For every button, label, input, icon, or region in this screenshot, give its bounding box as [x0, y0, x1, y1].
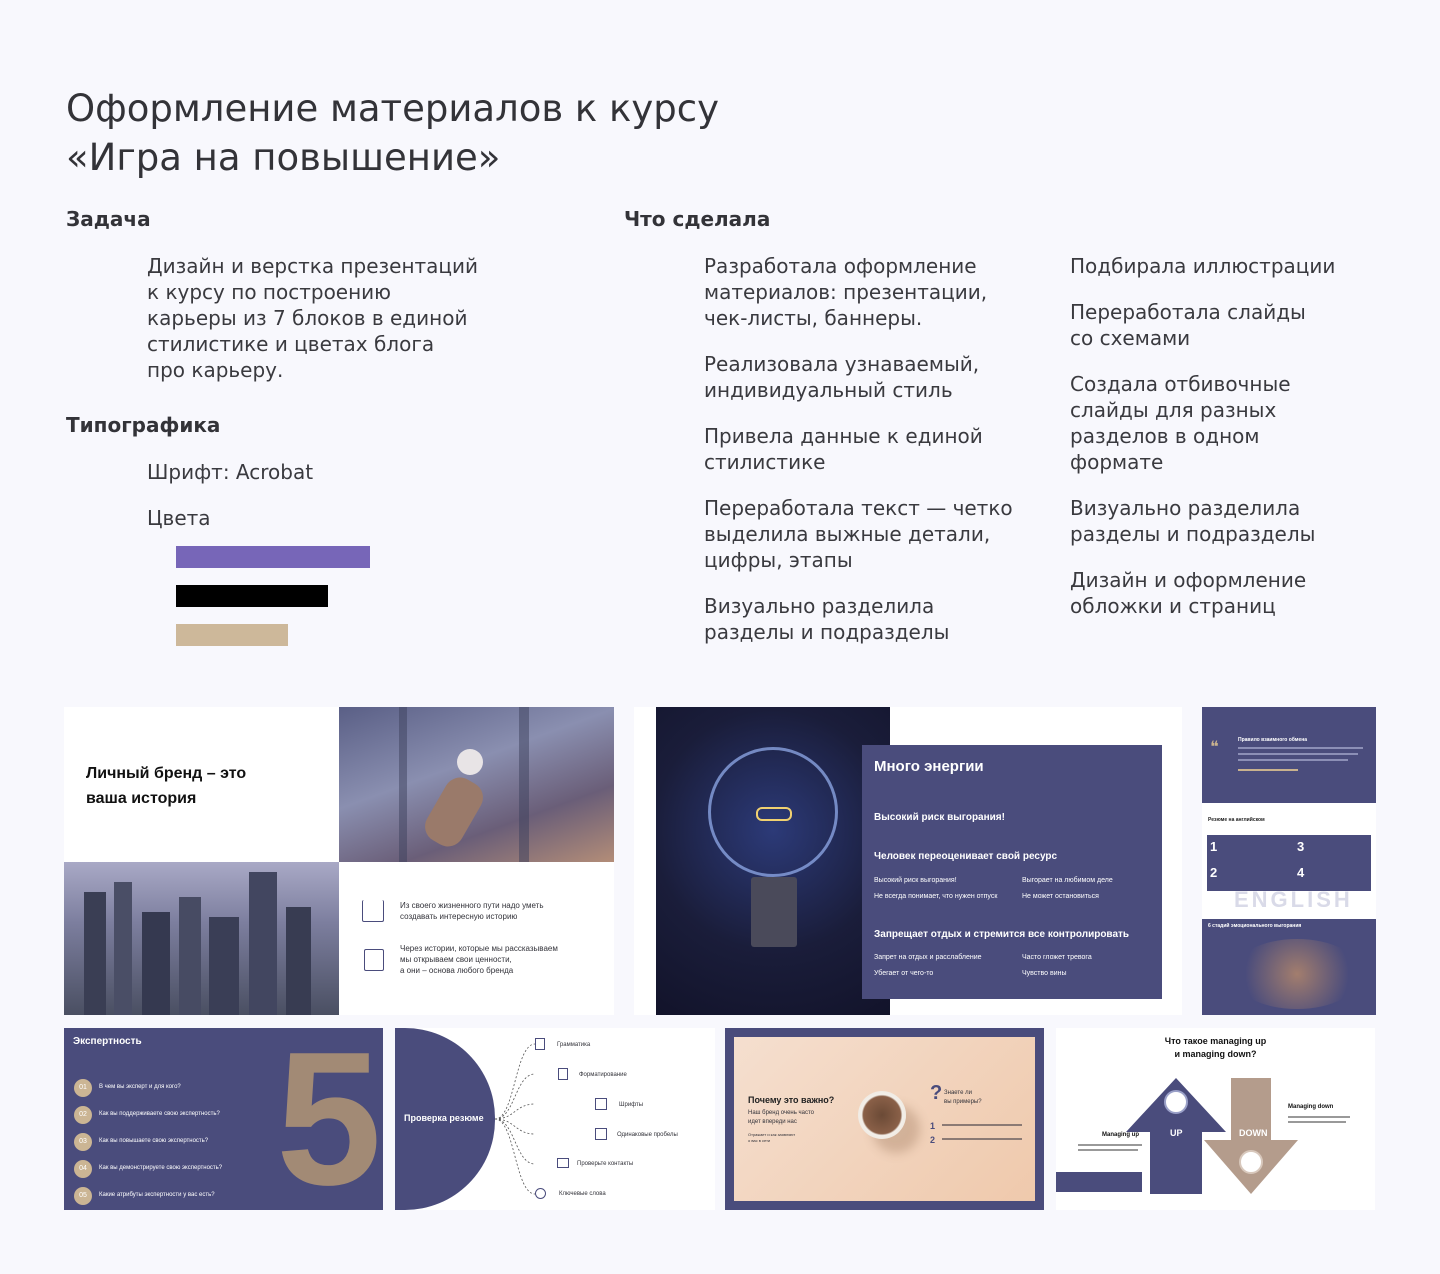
list-item: 04 Как вы демонстрируете свою экспертность? [74, 1155, 222, 1182]
mini-slide-stages [1202, 919, 1376, 1015]
done-item: Разработала оформление материалов: презентации, чек-листы, баннеры. [704, 254, 988, 330]
why-text: Наш бренд очень часто идет впереди нас [748, 1110, 814, 1125]
coffee-cup-icon [858, 1091, 906, 1139]
list-item: 02 Как вы поддерживаете свою экспертность? [74, 1101, 222, 1128]
done-item: Подбирала иллюстрации [1070, 254, 1336, 278]
compass-icon [457, 749, 483, 775]
resume-item: Грамматика [557, 1042, 591, 1048]
list-item: 05 Какие атрибуты экспертности у вас есть? [74, 1182, 222, 1209]
energy-text: Высокий риск выгорания! [874, 877, 957, 884]
arrows-icon [362, 900, 384, 922]
done-item: Визуально разделила разделы и подразделы [704, 594, 950, 644]
mini-title: 6 стадий эмоционального выгорания [1208, 923, 1302, 929]
done-item: Дизайн и оформление обложки и страниц [1070, 568, 1307, 618]
why-question: Знаете ли вы примеры? [944, 1090, 982, 1105]
title-line-1: Оформление материалов к курсу [66, 87, 720, 130]
up-label: UP [1170, 1128, 1183, 1138]
energy-text: Чувство вины [1022, 970, 1067, 977]
coffee-panel [734, 1037, 1035, 1201]
question-icon: ? [930, 1082, 943, 1104]
format-icon [558, 1068, 568, 1080]
font-label: Шрифт: Acrobat [147, 460, 314, 484]
mini-title: Правило взаимного обмена [1238, 737, 1308, 743]
slide-personal-brand [64, 707, 614, 1015]
colors-label: Цвета [147, 506, 211, 530]
slide-resume-check [395, 1028, 715, 1210]
spacing-icon [595, 1128, 607, 1140]
mini-slide-english [1207, 835, 1371, 891]
done-item: Визуально разделила разделы и подразделы [1070, 496, 1316, 546]
lightbulb-photo [656, 707, 890, 1015]
expertise-title: Экспертность [73, 1036, 142, 1047]
slide-expertise [64, 1028, 383, 1210]
mini-number: 4 [1297, 865, 1305, 880]
english-watermark: ENGLISH [1234, 887, 1353, 912]
slide-managing [1056, 1028, 1375, 1210]
done-item: Создала отбивочные слайды для разных разделов в одном формате [1070, 372, 1291, 474]
task-line: Дизайн и верстка презентаций [147, 254, 479, 278]
energy-text: Убегает от чего-то [874, 970, 934, 977]
slide-text-2: Через истории, которые мы рассказываем мы открываем свои ценности, а они – основа любого бренда [400, 944, 558, 975]
why-number: 1 [930, 1121, 936, 1131]
done-item: Реализовала узнаваемый, индивидуальный стиль [704, 352, 980, 402]
font-icon [595, 1098, 607, 1110]
managing-title: Что такое managing up и managing down? [1164, 1036, 1267, 1059]
energy-sub-1: Высокий риск выгорания! [874, 812, 1005, 823]
energy-text: Не может остановиться [1022, 893, 1099, 900]
color-swatch-black [176, 585, 328, 607]
energy-title: Много энергии [874, 758, 984, 775]
slide-energy [634, 707, 1182, 1015]
managing-down-label: Managing down [1288, 1104, 1334, 1110]
done-item: Переработала слайды со схемами [1070, 300, 1306, 350]
resume-item: Проверьте контакты [577, 1161, 634, 1167]
resume-item: Одинаковые пробелы [617, 1132, 678, 1138]
title-line-2: «Игра на повышение» [66, 136, 501, 179]
done-item: Переработала текст — четко выделила выжные детали, цифры, этапы [704, 496, 1013, 572]
document-icon [535, 1038, 545, 1050]
managing-note [1056, 1172, 1142, 1192]
done-item: Привела данные к единой стилистике [704, 424, 983, 474]
mini-slide-rule [1202, 707, 1376, 803]
document-icon [364, 949, 384, 971]
slide-why-important [725, 1028, 1044, 1210]
task-heading: Задача [66, 207, 151, 231]
mini-title: Резюме на английском [1208, 817, 1265, 823]
list-item: 01 В чем вы эксперт и для кого? [74, 1074, 222, 1101]
up-down-arrows [1126, 1074, 1306, 1210]
why-small: Отражает и как заявляют о вас в сети [748, 1132, 796, 1143]
task-line: к курсу по построению [147, 280, 392, 304]
resume-item: Шрифты [619, 1102, 644, 1108]
big-number: 5 [276, 1028, 382, 1210]
person-icon [1164, 1090, 1188, 1114]
search-icon [535, 1188, 546, 1199]
slide-text-1: Из своего жизненного пути надо уметь создавать интересную историю [400, 901, 544, 921]
list-item: 03 Как вы повышаете свою экспертность? [74, 1128, 222, 1155]
bridge-photo [339, 707, 614, 862]
energy-sub-2: Человек переоценивает свой ресурс [874, 851, 1058, 862]
mini-number: 3 [1297, 839, 1305, 854]
why-title: Почему это важно? [748, 1095, 835, 1105]
mini-number: 2 [1210, 865, 1218, 880]
resume-item: Форматирование [579, 1072, 627, 1078]
resume-title: Проверка резюме [404, 1113, 484, 1123]
why-number: 2 [930, 1135, 936, 1145]
energy-text: Не всегда понимает, что нужен отпуск [874, 893, 998, 900]
done-heading: Что сделала [624, 207, 771, 231]
task-line: карьеры из 7 блоков в единой [147, 306, 468, 330]
branch-lines [495, 1028, 555, 1210]
energy-panel [862, 745, 1162, 999]
task-line: стилистике и цветах блога [147, 332, 435, 356]
slide-stack [1202, 707, 1376, 1015]
done-column-2 [1070, 253, 1410, 639]
quote-icon: ❝ [1210, 737, 1219, 756]
person-icon [1239, 1150, 1263, 1174]
task-line: про карьеру. [147, 358, 284, 382]
energy-text: Выгорает на любимом деле [1022, 877, 1113, 884]
done-column-1 [704, 253, 1044, 665]
task-text [147, 253, 478, 383]
energy-sub-3: Запрещает отдых и стремится все контролировать [874, 929, 1130, 940]
page-title [66, 84, 719, 182]
energy-text: Запрет на отдых и расслабление [874, 954, 982, 961]
slide-title: Личный бренд – это ваша история [86, 765, 247, 807]
city-photo [64, 862, 339, 1015]
envelope-icon [557, 1158, 569, 1168]
energy-text: Часто гложет тревога [1022, 954, 1092, 961]
resume-item: Ключевые слова [559, 1191, 606, 1197]
color-swatch-purple [176, 546, 370, 568]
down-label: DOWN [1239, 1128, 1268, 1138]
color-swatch-beige [176, 624, 288, 646]
mini-number: 1 [1210, 839, 1218, 854]
expertise-list [74, 1074, 222, 1209]
typography-heading: Типографика [66, 413, 221, 437]
managing-up-label: Managing up [1102, 1132, 1139, 1138]
